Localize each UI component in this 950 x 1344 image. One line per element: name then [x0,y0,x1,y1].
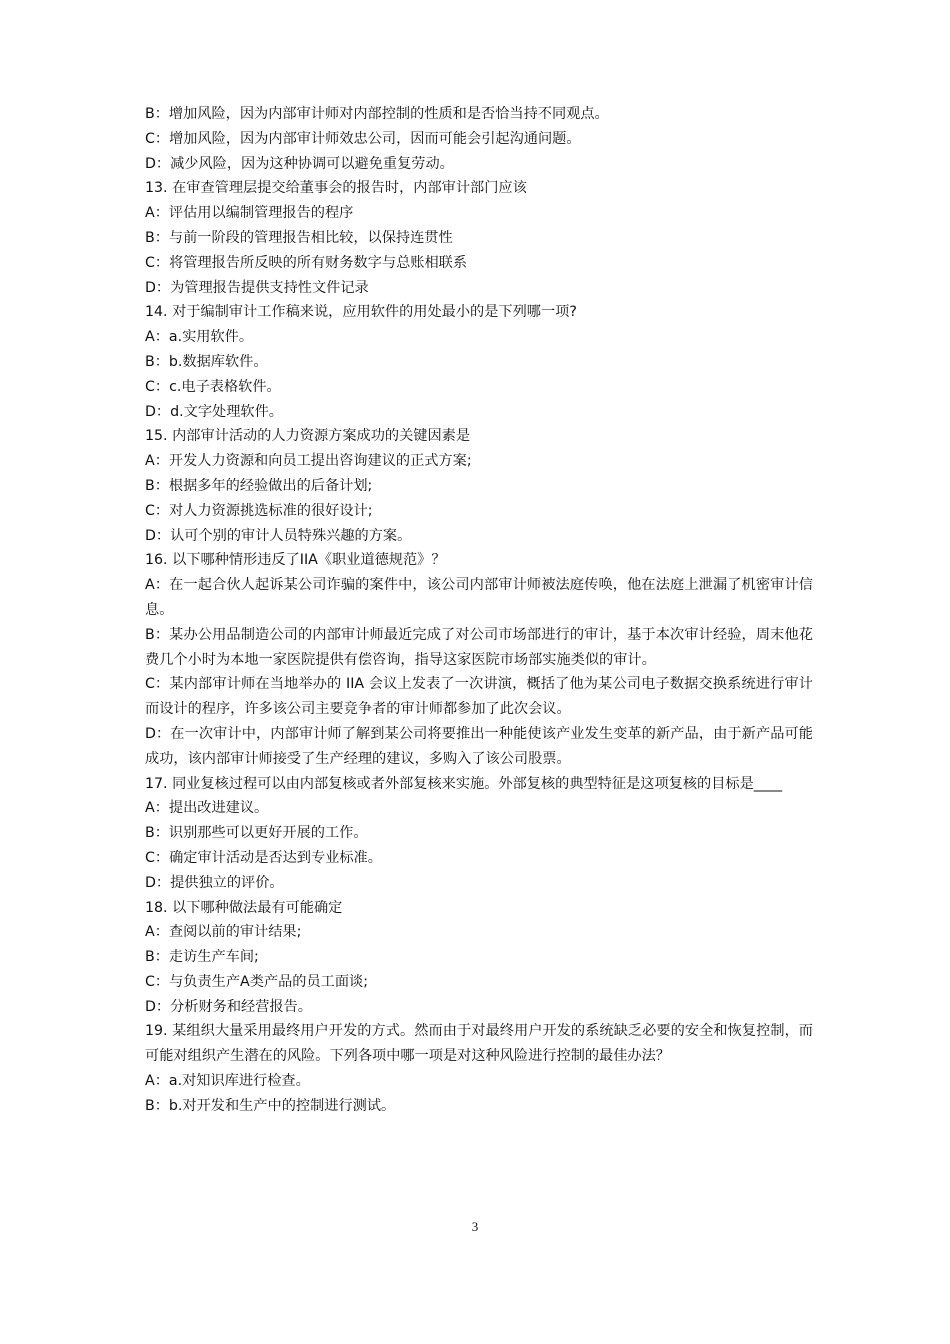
option-line: B：根据多年的经验做出的后备计划; [145,477,373,494]
option-line: A：a.对知识库进行检查。 [145,1073,310,1090]
option-line: D：提供独立的评价。 [145,874,284,891]
option-line: B：b.对开发和生产中的控制进行测试。 [145,1097,396,1114]
question-17: 17. 同业复核过程可以由内部复核或者外部复核来实施。外部复核的典型特征是这项复核的目标是____ [145,775,783,792]
option-line: D：d.文字处理软件。 [145,403,283,420]
question-13: 13. 在审查管理层提交给董事会的报告时，内部审计部门应该 [145,180,527,197]
option-line: D：减少风险，因为这种协调可以避免重复劳动。 [145,155,454,172]
option-line: A：开发人力资源和向员工提出咨询建议的正式方案; [145,453,472,470]
question-14: 14. 对于编制审计工作稿来说，应用软件的用处最小的是下列哪一项? [145,304,577,321]
option-line: A：在一起合伙人起诉某公司诈骗的案件中，该公司内部审计师被法庭传唤，他在法庭上泄漏了机密审计信息。 [145,577,813,618]
option-line: D：为管理报告提供支持性文件记录 [145,279,369,296]
option-line: B：b.数据库软件。 [145,353,268,370]
option-line: B：与前一阶段的管理报告相比较，以保持连贯性 [145,229,453,246]
option-line: C：对人力资源挑选标准的很好设计; [145,502,373,519]
page-content [145,102,813,1119]
option-line: C：将管理报告所反映的所有财务数字与总账相联系 [145,254,468,271]
option-line: D：认可个别的审计人员特殊兴趣的方案。 [145,527,412,544]
question-16: 16. 以下哪种情形违反了IIA《职业道德规范》？ [145,552,446,569]
option-line: C：确定审计活动是否达到专业标准。 [145,849,382,866]
option-line: C：c.电子表格软件。 [145,378,281,395]
option-line: A：查阅以前的审计结果; [145,924,302,941]
option-line: C：增加风险，因为内部审计师效忠公司，因而可能会引起沟通问题。 [145,130,581,147]
page-number: 3 [471,1219,479,1234]
question-18: 18. 以下哪种做法最有可能确定 [145,899,343,916]
option-line: A：a.实用软件。 [145,329,254,346]
option-line: A：提出改进建议。 [145,800,269,817]
option-line: B：增加风险，因为内部审计师对内部控制的性质和是否恰当持不同观点。 [145,106,609,122]
question-15: 15. 内部审计活动的人力资源方案成功的关键因素是 [145,428,471,445]
option-line: B：某办公用品制造公司的内部审计师最近完成了对公司市场部进行的审计，基于本次审计经验，周末他花费几个小时为本地一家医院提供有偿咨询，指导这家医院市场部实施类似的审计。 [145,626,813,668]
option-line: B：识别那些可以更好开展的工作。 [145,825,368,842]
option-line: C：与负责生产A类产品的员工面谈; [145,973,369,990]
option-line: D：在一次审计中，内部审计师了解到某公司将要推出一种能使该产业发生变革的新产品，由于新产品可能成功，该内部审计师接受了生产经理的建议，多购入了该公司股票。 [145,725,813,767]
option-line: D：分析财务和经营报告。 [145,998,312,1015]
option-line: B：走访生产车间; [145,949,259,966]
option-line: A：评估用以编制管理报告的程序 [145,205,354,222]
question-19: 19. 某组织大量采用最终用户开发的方式。然而由于对最终用户开发的系统缺乏必要的安全和恢复控制，而可能对组织产生潜在的风险。下列各项中哪一项是对这种风险进行控制的最佳办法？ [145,1023,813,1065]
option-line: C：某内部审计师在当地举办的 IIA 会议上发表了一次讲演，概括了他为某公司电子数据交换系统进行审计而设计的程序，许多该公司主要竞争者的审计师都参加了此次会议。 [145,676,813,718]
